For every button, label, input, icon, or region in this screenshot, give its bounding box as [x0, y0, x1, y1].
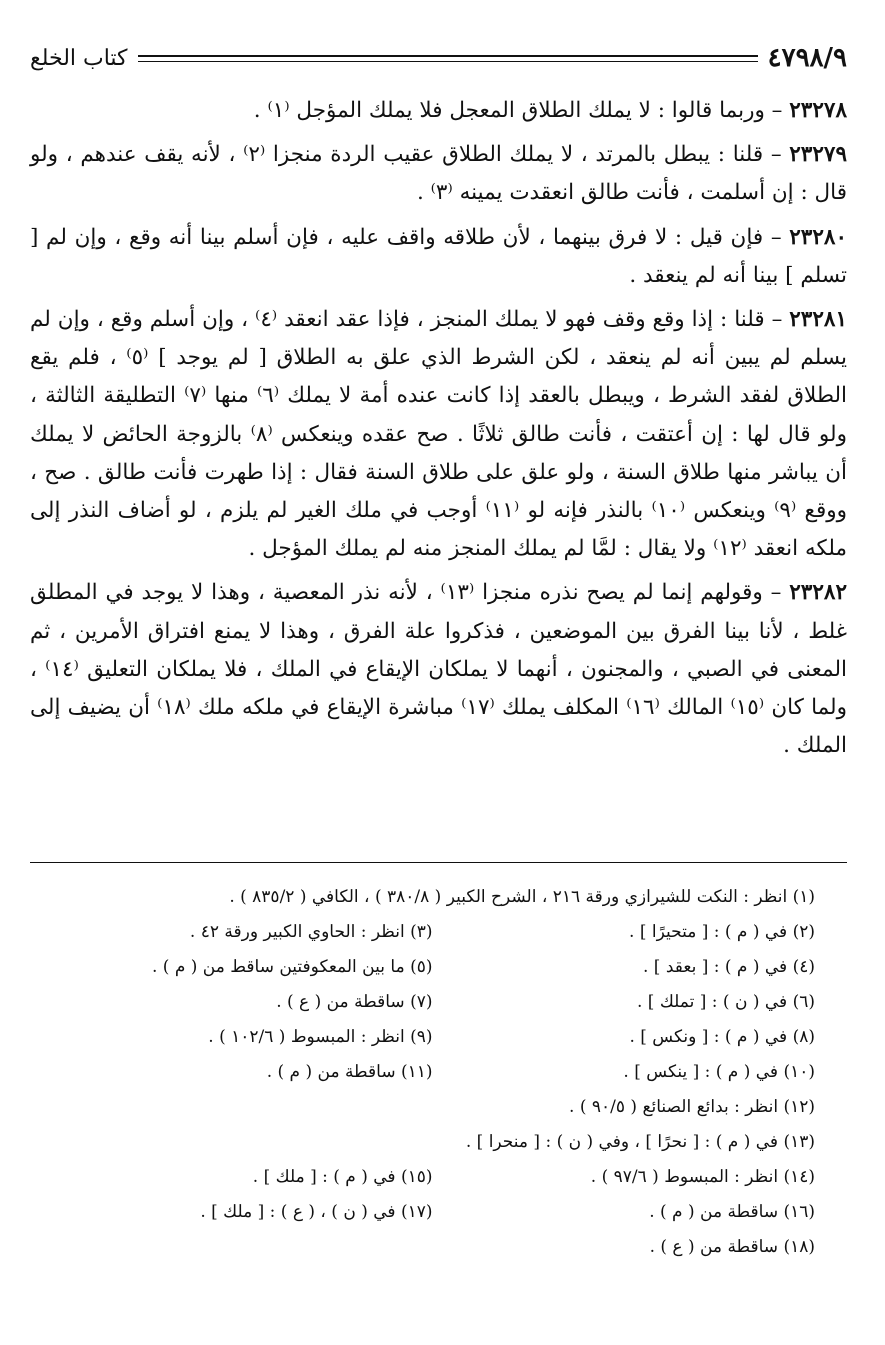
paragraph — [30, 92, 847, 130]
paragraph-number: ٢٣٢٨٠ — [789, 224, 847, 250]
paragraph — [30, 136, 847, 212]
footnote-row — [50, 915, 815, 950]
paragraph-text: – قلنا : يبطل بالمرتد ، لا يملك الطلاق عقيب الردة منجزا ⁽٢⁾ ، لأنه يقف عندهم ، ولو قال : إن أسلمت ، فأنت طالق انعقدت يمينه ⁽٣⁾ . — [30, 142, 847, 206]
main-text — [30, 92, 847, 771]
footnote: (٩) انظر : المبسوط ( ١٠٢/٦ ) . — [208, 1027, 433, 1047]
footnote-row — [50, 1055, 815, 1090]
footnote: (٤) في ( م ) : [ بعقد ] . — [643, 957, 815, 977]
footnote: (٥) ما بين المعكوفتين ساقط من ( م ) . — [152, 957, 433, 977]
footnote: (١) انظر : النكت للشيرازي ورقة ٢١٦ ، الشرح الكبير ( ٣٨٠/٨ ) ، الكافي ( ٨٣٥/٢ ) . — [229, 887, 815, 907]
footnote: (٣) انظر : الحاوي الكبير ورقة ٤٢ . — [189, 922, 433, 942]
footnote: (١٢) انظر : بدائع الصنائع ( ٩٠/٥ ) . — [569, 1097, 815, 1117]
header-rule — [138, 55, 758, 62]
footnote: (١٨) ساقطة من ( ع ) . — [649, 1237, 815, 1257]
footnote: (٨) في ( م ) : [ ونكس ] . — [629, 1027, 815, 1047]
book-title: كتاب الخلع — [30, 45, 128, 71]
footnote: (٢) في ( م ) : [ متحيرًا ] . — [629, 922, 815, 942]
footnote: (١٥) في ( م ) : [ ملك ] . — [252, 1167, 433, 1187]
paragraph-number: ٢٣٢٨٢ — [789, 580, 847, 606]
footnote-row — [50, 985, 815, 1020]
paragraph-number: ٢٣٢٨١ — [789, 307, 847, 333]
paragraph — [30, 574, 847, 765]
footnote: (٦) في ( ن ) : [ تملك ] . — [636, 992, 815, 1012]
paragraph-number: ٢٣٢٧٨ — [789, 98, 847, 123]
paragraph — [30, 301, 847, 568]
footnote: (١٧) في ( ن ) ، ( ع ) : [ ملك ] . — [200, 1202, 433, 1222]
footnote: (١١) ساقطة من ( م ) . — [266, 1062, 433, 1082]
footnote: (١٤) انظر : المبسوط ( ٩٧/٦ ) . — [590, 1167, 815, 1187]
running-header — [30, 40, 847, 76]
footnote-row — [50, 1160, 815, 1195]
paragraph-text: – فإن قيل : لا فرق بينهما ، لأن طلاقه واقف عليه ، فإن أسلم بينا أنه وقع ، وإن لم [ تسلم ] بينا أنه لم ينعقد . — [30, 224, 847, 288]
footnotes — [50, 880, 815, 1265]
footnote-row — [50, 1020, 815, 1055]
footnote: (١٦) ساقطة من ( م ) . — [649, 1202, 815, 1222]
paragraph-text: – وقولهم إنما لم يصح نذره منجزا ⁽١٣⁾ ، لأنه نذر المعصية ، وهذا لا يوجد في المطلق غلط ، لأنا بينا الفرق بين الموضعين ، فذكروا علة الفرق ، وهذا لا يمنع افتراق الأمرين ، ثم المعنى في الصبي ، والمجنون ، أنهما لا يملكان الإيقاع في الملك ، فلا يملكان التعليق ⁽١٤⁾ ، ولما كان ⁽١٥⁾ المالك ⁽١٦⁾ المكلف يملك ⁽١٧⁾ مباشرة الإيقاع في ملكه ملك ⁽١٨⁾ أن يضيف إلى الملك . — [30, 580, 847, 759]
footnote-row — [50, 1195, 815, 1230]
footnote: (١٠) في ( م ) : [ ينكس ] . — [623, 1062, 815, 1082]
footnote: (٧) ساقطة من ( ع ) . — [276, 992, 433, 1012]
paragraph-text: – قلنا : إذا وقع وقف فهو لا يملك المنجز ، فإذا عقد انعقد ⁽٤⁾ ، وإن أسلم وقع ، وإن لم يسلم لم يبين أنه لم ينعقد ، لكن الشرط الذي علق به الطلاق [ لم يوجد ] ⁽٥⁾ ، فلم يقع الطلاق لفقد الشرط ، ويبطل بالعقد إذا كانت عنده أمة لا يملك ⁽٦⁾ منها ⁽٧⁾ التطليقة الثالثة ، ولو قال لها : إن أعتقت ، فأنت طالق ثلاثًا . صح عقده وينعكس ⁽٨⁾ بالزوجة الحائض لا يملك أن يباشر منها طلاق السنة ، ولو علق على طلاق السنة فقال : إذا طهرت فأنت طالق . صح ، ووقع ⁽٩⁾ وينعكس ⁽١٠⁾ بالنذر فإنه لو ⁽١١⁾ أوجب في ملك الغير لم يلزم ، لو أضاف النذر إلى ملكه انعقد ⁽١٢⁾ ولا يقال : لمَّا لم يملك المنجز منه لم يملك المؤجل . — [30, 307, 848, 562]
page-number: ٤٧٩٨/٩ — [767, 43, 847, 73]
footnote: (١٣) في ( م ) : [ نحرًا ] ، وفي ( ن ) : [ منحرا ] . — [465, 1132, 815, 1152]
footnote-row — [50, 950, 815, 985]
paragraph-number: ٢٣٢٧٩ — [789, 142, 847, 168]
footnote-separator — [30, 862, 847, 863]
paragraph — [30, 219, 847, 295]
paragraph-text: – وربما قالوا : لا يملك الطلاق المعجل فلا يملك المؤجل ⁽١⁾ . — [253, 98, 790, 123]
